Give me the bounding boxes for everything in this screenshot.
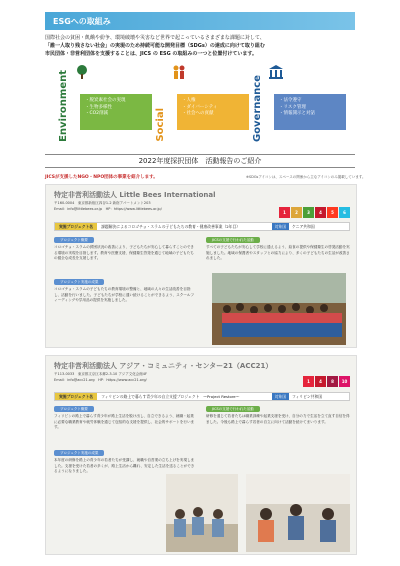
pillar-social-item: ・ダイバーシティ: [182, 104, 218, 110]
activities-text: すべての子どもたちが安心して学校に通えるよう、給食の提供や保健衛生の啓発活動を実施しました。地域の保護者やスタッフとの協力により、多くの子どもたちの生活が改善されました。: [206, 245, 350, 261]
tag-overview: プロジェクト概要: [54, 406, 94, 412]
sdg-4-icon: 4: [315, 207, 326, 218]
section-title: 2022年度採択団体 活動報告のご紹介: [45, 154, 355, 168]
tag-results: プロジェクト実施の成果: [54, 279, 104, 285]
pillar-governance-item: ・情報開示と対話: [279, 111, 315, 116]
training-photo: [246, 474, 350, 552]
pillar-governance-item: ・リスク管理: [279, 104, 306, 110]
sdg-2-icon: 2: [291, 207, 302, 218]
pillar-governance-item: ・法令遵守: [279, 98, 302, 103]
org-title: 特定非営利活動法人 アジア・コミュニティ・センター21（ACC21）: [54, 362, 273, 370]
sdg-1-icon: 1: [303, 376, 314, 387]
pillar-social-box: [177, 94, 249, 130]
pillar-environment-item: ・CO2削減: [85, 111, 109, 116]
pillar-environment-item: ・生物多様性: [85, 104, 112, 110]
project-label: 実施プロジェクト名: [55, 223, 97, 230]
pillar-governance-word: Governance: [252, 74, 263, 142]
building-icon: [268, 64, 284, 80]
pillar-environment-item: ・脱炭素社会の実現: [85, 98, 126, 103]
pillar-environment-word: Environment: [58, 70, 69, 142]
pillar-social-word: Social: [155, 108, 166, 142]
group-photo: [212, 273, 346, 345]
section-note-left: JICSが支援したNGO・NPO団体の事業を紹介します。: [45, 175, 158, 180]
esg-intro-line2: 「誰一人取り残さない社会」の実現のため持続可能な開発目標（SDGs）の達成に向けて取り組む: [45, 43, 265, 49]
org-address: 〒160-0004 東京都新宿区四谷1-2 新宿アパートメント203: [54, 201, 151, 205]
pillar-governance: [252, 62, 350, 142]
pillar-social-item: ・社会への貢献: [182, 111, 214, 116]
org-card-little-bees: [45, 184, 357, 348]
overview-text: コロゴチョ・スラムの貧困状況の改善により、子どもたちが安心して暮らすことのできる環境の実現を目指します。教育や医療支援、保健衛生啓発を通じて地域の子どもたちの健全な成長を支援します。: [54, 245, 195, 261]
pillar-environment: [58, 62, 156, 142]
tag-overview: プロジェクト概要: [54, 237, 94, 243]
org-address: 〒113-0033 東京都文京区本郷2-3-10 アジア文化会館4F: [54, 372, 147, 376]
sdg-8-icon: 8: [327, 376, 338, 387]
tag-activities: JICSの支援で行われた活動: [206, 406, 260, 412]
section-note-right: ※SDGsアイコンは、スペースの関係から主なアイコンのみ掲載しています。: [246, 175, 366, 179]
project-name: フィリピンの路上で暮らす青少年の自立支援プロジェクト ～Project Restore～: [101, 393, 240, 399]
sdg-1-icon: 1: [279, 207, 290, 218]
overview-text: フィリピンの路上で暮らす青少年が路上生活を脱け出し、自立できるよう、就職・起業に必要な職業教育や就労体験を通じて包括的な支援を提供し、社会的サポートを行います。: [54, 414, 195, 430]
esg-intro-line1: 国際社会の貧困・飢餓や紛争、環境破壊や災害など世界で起こっているさまざまな課題に対して、: [45, 35, 265, 41]
classroom-photo: [166, 474, 238, 552]
people-icon: [171, 64, 187, 80]
pillar-governance-box: [274, 94, 346, 130]
sdg-4-icon: 4: [315, 376, 326, 387]
pillar-environment-box: [80, 94, 152, 130]
target-label: 対象国: [272, 393, 289, 400]
esg-intro-line3: 市民団体・非営利団体を支援することは、JICS の ESG の取組みの一つと位置付けています。: [45, 51, 258, 57]
sdg-icons: [303, 376, 350, 387]
tag-results: プロジェクト実施の成果: [54, 450, 104, 456]
results-text: コロゴチョ・スラムの子どもたちの教育環境の整備と、地域の人々の生活改善を目指し、活動を行いました。子どもたちが学校に通い続けることができるよう、スクールフィーディングや学用品の提供を実施しました。: [54, 287, 195, 303]
pillar-social: [155, 62, 253, 142]
target-value: ケニア共和国: [292, 223, 315, 229]
project-bar: [54, 222, 350, 231]
esg-intro: [45, 34, 355, 58]
target-value: フィリピン共和国: [292, 393, 323, 399]
sdg-icons: [279, 207, 350, 218]
org-contact: Email：info@acc21.org HP：https://www.acc21.org/: [54, 378, 147, 382]
esg-header: ESGへの取組み: [45, 12, 355, 30]
tree-icon: [74, 64, 90, 80]
sdg-5-icon: 5: [327, 207, 338, 218]
org-contact: Email：info@littlebees.or.jp HP：https://www.littlebees.or.jp/: [54, 207, 162, 211]
pillar-social-item: ・人権: [182, 98, 196, 103]
target-label: 対象国: [272, 223, 289, 230]
project-name: 課題解決によるコロゴチョ・スラムの子どもたちの教育・健康改善事業（2年目）: [101, 223, 241, 229]
sdg-10-icon: 10: [339, 376, 350, 387]
tag-activities: JICSの支援で行われた活動: [206, 237, 260, 243]
project-bar: [54, 392, 350, 401]
org-title: 特定非営利活動法人 Little Bees International: [54, 191, 216, 199]
sdg-6-icon: 6: [339, 207, 350, 218]
org-card-acc21: [45, 355, 357, 555]
activities-text: 研修を通じて若者たちは職業訓練や起業支援を受け、自分の力で生活を立て直す自信を得ました。今後も路上で暮らす若者の自立に向けて活動を続けてまいります。: [206, 414, 350, 424]
results-text: 本年度の研修を路上の青少年の若者たちが受講し、就職や自営業の立ち上げを実現しました。支援を受けた若者の多くが、路上生活から離れ、安定した生活を送ることができるようになりました。: [54, 458, 195, 474]
project-label: 実施プロジェクト名: [55, 393, 97, 400]
sdg-3-icon: 3: [303, 207, 314, 218]
